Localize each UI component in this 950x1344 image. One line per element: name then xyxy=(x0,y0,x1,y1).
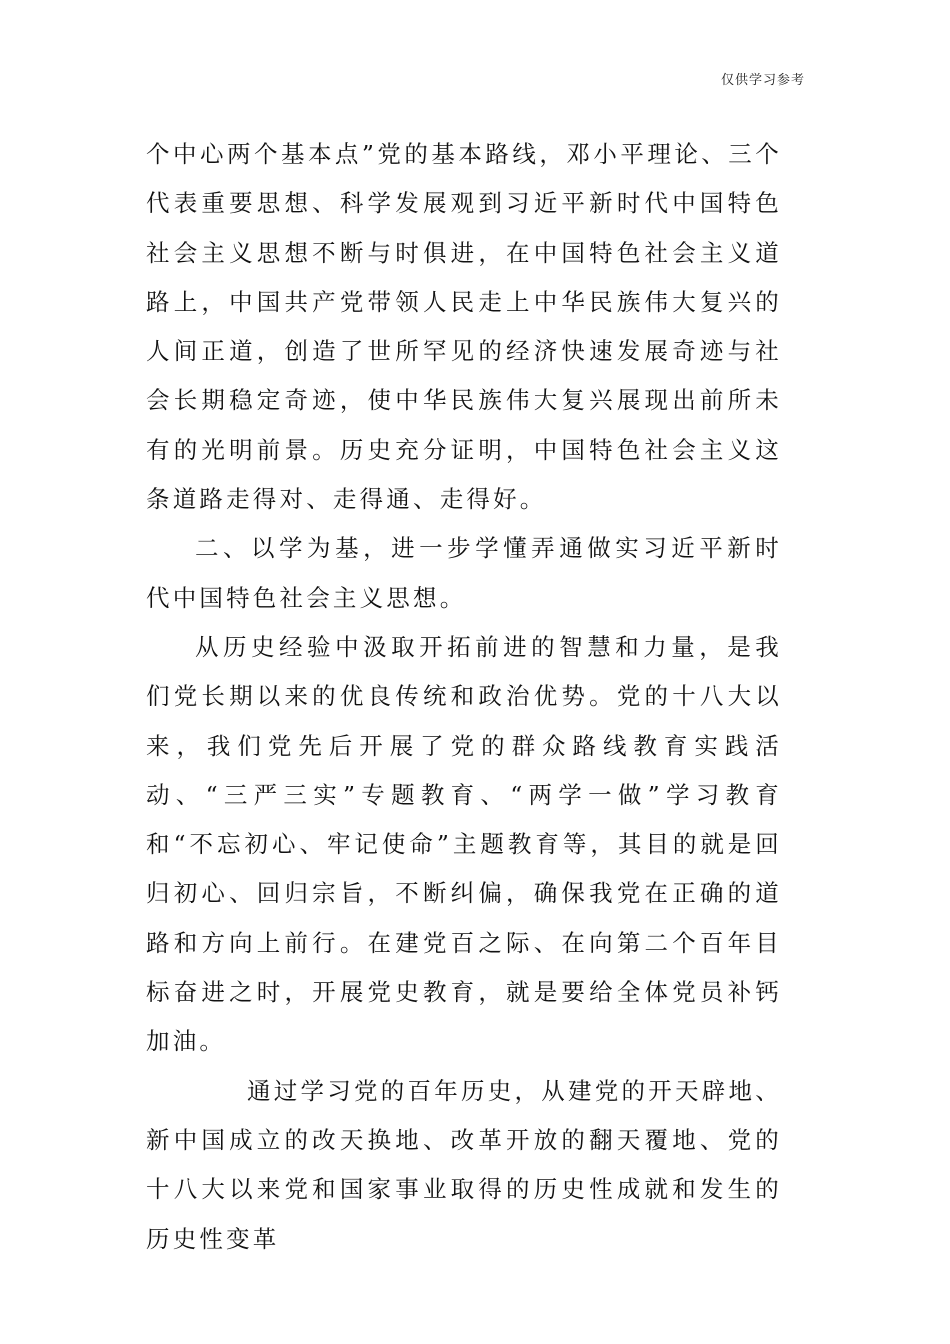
document-body xyxy=(146,130,782,1264)
header-note: 仅供学习参考 xyxy=(720,73,805,88)
section-heading: 二、以学为基，进一步学懂弄通做实习近平新时代中国特色社会主义思想。 xyxy=(146,534,782,612)
paragraph-continuation: 个中心两个基本点”党的基本路线，邓小平理论、三个代表重要思想、科学发展观到习近平新时代中国特色社会主义思想不断与时俱进，在中国特色社会主义道路上，中国共产党带领人民走上中华民族伟大复兴的人间正道，创造了世所罕见的经济快速发展奇迹与社会长期稳定奇迹，使中华民族伟大复兴展现出前所未有的光明前景。历史充分证明，中国特色社会主义这条道路走得对、走得通、走得好。 xyxy=(146,140,782,514)
paragraph-study: 通过学习党的百年历史，从建党的开天辟地、新中国成立的改天换地、改革开放的翻天覆地、党的十八大以来党和国家事业取得的历史性成就和发生的历史性变革 xyxy=(146,1076,782,1253)
paragraph-history: 从历史经验中汲取开拓前进的智慧和力量，是我们党长期以来的优良传统和政治优势。党的十八大以来，我们党先后开展了党的群众路线教育实践活动、“三严三实”专题教育、“两学一做”学习教育和“不忘初心、牢记使命”主题教育等，其目的就是回归初心、回归宗旨，不断纠偏，确保我党在正确的道路和方向上前行。在建党百之际、在向第二个百年目标奋进之时，开展党史教育，就是要给全体党员补钙加油。 xyxy=(146,632,782,1056)
